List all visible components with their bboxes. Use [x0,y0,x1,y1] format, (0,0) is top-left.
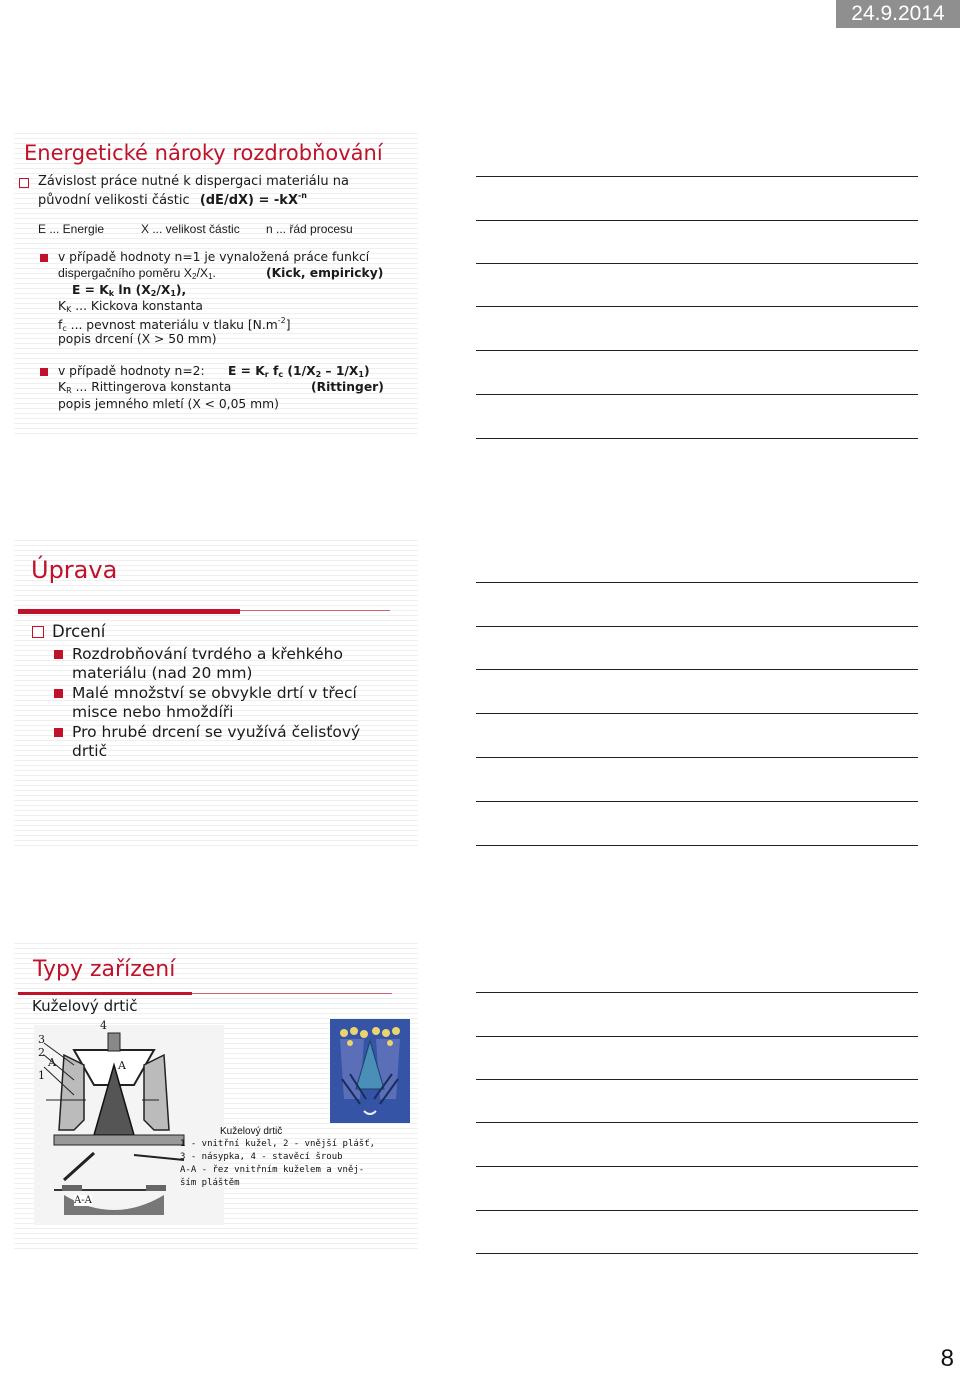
title-underline-bar [18,609,240,614]
note-line [476,220,918,221]
title-underline-thin [192,993,392,994]
note-line [476,176,918,177]
filled-square-bullet-icon [40,368,48,376]
title-underline-thin [240,610,390,611]
item-text-continued: drtič [72,742,108,760]
filled-square-bullet-icon [54,689,63,698]
note-line [476,1079,918,1080]
rate-formula: $(dE/dX) = -kX^{-n}$ [199,191,307,208]
note-line [476,669,918,670]
cone-crusher-illustration-svg [330,1019,410,1123]
caption-line: 3 - násypka, 4 - stavěcí šroub [180,1152,343,1162]
caption-line: ším pláštěm [180,1178,240,1188]
note-line [476,757,918,758]
item-text: Pro hrubé drcení se využívá čelisťový [72,723,361,741]
rittinger-constant-definition: $K_R$ ... Rittingerova konstanta [58,380,232,395]
note-line [476,845,918,846]
label-a-right: A [118,1059,126,1072]
bullet-text: Drcení [52,622,106,641]
slide-title: Energetické nároky rozdrobňování [24,141,383,165]
kick-formula: $E = K_k$ $\ln (X_2/X_1)$, [72,283,187,298]
label-1: 1 [38,1069,45,1082]
note-line [476,350,918,351]
bullet-text: Závislost práce nutné k dispergaci materiálu na [38,174,349,189]
label-a-left: A [48,1056,56,1069]
note-line [476,263,918,264]
note-line [476,1210,918,1211]
bullet-text-line2: původní velikosti částic $(dE/dX) = -kX^{-n}$ [38,191,307,208]
rittinger-formula: $E = K_r$ $f_c$ $(1/X_2 - 1/X_1)$ [228,364,370,379]
page-number: 8 [940,1345,954,1372]
rittinger-label: (Rittinger) [311,380,384,394]
slide-subtitle: Kuželový drtič [32,997,138,1015]
note-line [476,801,918,802]
filled-square-bullet-icon [40,254,48,262]
item-text: Malé množství se obvykle drtí v třecí [72,684,357,702]
slide-title: Typy zařízení [33,957,176,982]
note-line [476,394,918,395]
note-line [476,1036,918,1037]
hollow-square-bullet-icon [19,178,29,188]
strength-definition: $f_c$ ... pevnost materiálu v tlaku $[N.m^{-2}]$ [58,316,291,333]
caption-line: 1 - vnitřní kužel, 2 - vnější plášť, [180,1139,376,1149]
kick-constant-definition: $K_K$ ... Kickova konstanta [58,299,203,314]
item-text: Rozdrobňování tvrdého a křehkého [72,645,343,663]
kick-label: (Kick, empiricky) [266,266,384,280]
label-2: 2 [38,1046,45,1059]
slide-processing [14,540,418,846]
legend-energy: E ... Energie [38,222,105,236]
crushing-description: popis drcení (X > 50 mm) [58,332,217,346]
label-section: A-A [74,1195,92,1206]
note-line [476,713,918,714]
caption-line: A-A - řez vnitřním kuželem a vněj- [180,1165,365,1175]
label-3: 3 [38,1033,45,1046]
filled-square-bullet-icon [54,650,63,659]
note-line [476,626,918,627]
item-text-continued: materiálu (nad 20 mm) [72,664,253,682]
note-line [476,582,918,583]
note-line [476,438,918,439]
note-line [476,1253,918,1254]
case-n1-text: v případě hodnoty n=1 je vynaložená práce funkcí [58,250,370,264]
note-line [476,306,918,307]
legend-order: n ... řád procesu [266,222,353,236]
milling-description: popis jemného mletí (X < 0,05 mm) [58,397,279,411]
case-n2-text: v případě hodnoty n=2: [58,364,205,378]
slide-title: Úprava [31,556,118,584]
crusher-color-illustration [330,1019,410,1123]
slide-energy [14,133,418,438]
note-line [476,1122,918,1123]
label-4: 4 [100,1019,107,1032]
item-text-continued: misce nebo hmoždíři [72,703,234,721]
note-line [476,1166,918,1167]
legend-size: X ... velikost částic [141,222,240,236]
crusher-caption [180,1125,376,1207]
date-badge: 24.9.2014 [836,0,960,28]
caption-line: Kuželový drtič [220,1126,283,1137]
hollow-square-bullet-icon [32,626,44,638]
case-n1-text-line2: dispergačního poměru $X_2/X_1$. [58,266,216,281]
note-line [476,992,918,993]
filled-square-bullet-icon [54,728,63,737]
slide-equipment [14,943,418,1249]
title-underline-bar [18,992,192,995]
